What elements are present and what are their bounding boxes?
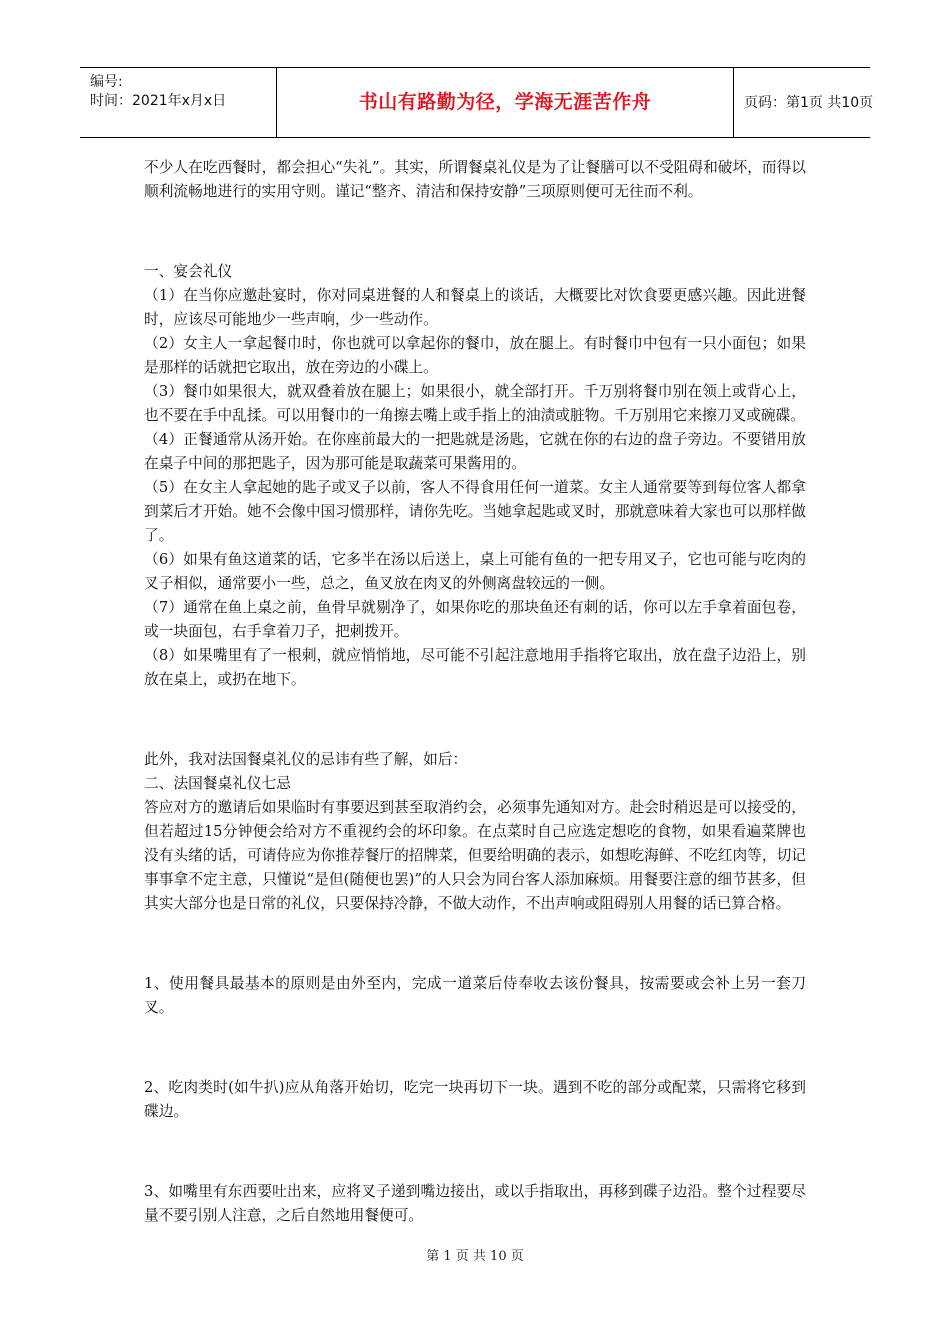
number-label: 编号: <box>90 74 123 90</box>
paragraph: （6）如果有鱼这道菜的话，它多半在汤以后送上，桌上可能有鱼的一把专用叉子，它也可能与吃肉的叉子相似，通常要小一些，总之，鱼叉放在肉叉的外侧离盘较远的一侧。 <box>144 551 806 592</box>
paragraph: 答应对方的邀请后如果临时有事要迟到甚至取消约会，必须事先通知对方。赴会时稍迟是可以接受的，但若超过15分钟便会给对方不重视约会的坏印象。在点菜时自己应选定想吃的食物，如果看遍菜牌也没有头绪的话，可请侍应为你推荐餐厅的招牌菜，但要给明确的表示，如想吃海鲜、不吃红肉等，切记事事拿不定主意，只懂说“是但(随便也罢)”的人只会为同台客人添加麻烦。用餐要注意的细节甚多，但其实大部分也是日常的礼仪，只要保持冷静，不做大动作，不出声响或阻碍别人用餐的话已算合格。 <box>144 799 806 912</box>
paragraph: （1）在当你应邀赴宴时，你对同桌进餐的人和餐桌上的谈话，大概要比对饮食要更感兴趣。因此进餐时，应该尽可能地少一些声响，少一些动作。 <box>144 287 806 328</box>
paragraph-spacer <box>144 708 806 732</box>
paragraph-spacer <box>144 1036 806 1060</box>
paragraph: 不少人在吃西餐时，都会担心“失礼”。其实，所谓餐桌礼仪是为了让餐膳可以不受阻碍和破坏，而得以顺利流畅地进行的实用守则。谨记“整齐、清洁和保持安静”三项原则便可无往而不利。 <box>144 159 806 200</box>
paragraph-spacer <box>144 932 806 956</box>
paragraph: （2）女主人一拿起餐巾时，你也就可以拿起你的餐巾，放在腿上。有时餐巾中包有一只小面包；如果是那样的话就把它取出，放在旁边的小碟上。 <box>144 335 806 376</box>
paragraph: 1、使用餐具最基本的原则是由外至内，完成一道菜后侍奉收去该份餐具，按需要或会补上另一套刀叉。 <box>144 975 806 1016</box>
paragraph-spacer <box>144 220 806 244</box>
paragraph: 一、宴会礼仪 <box>144 263 233 280</box>
motto-banner: 书山有路勤为径，学海无涯苦作舟 <box>358 91 652 113</box>
date-label: 时间：2021年x月x日 <box>90 93 227 109</box>
header-left-cell <box>80 68 277 137</box>
paragraph: （3）餐巾如果很大，就双叠着放在腿上；如果很小，就全部打开。千万别将餐巾别在领上或背心上，也不要在手中乱揉。可以用餐巾的一角擦去嘴上或手指上的油渍或脏物。千万别用它来擦刀叉或碗碟。 <box>144 383 806 424</box>
page-footer: 第 1 页 共 10 页 <box>426 1249 524 1264</box>
paragraph: 3、如嘴里有东西要吐出来，应将叉子递到嘴边接出，或以手指取出，再移到碟子边沿。整个过程要尽量不要引别人注意，之后自然地用餐便可。 <box>144 1183 806 1224</box>
header-middle-cell <box>277 68 734 137</box>
paragraph: （7）通常在鱼上桌之前，鱼骨早就剔净了，如果你吃的那块鱼还有刺的话，你可以左手拿着面包卷，或一块面包，右手拿着刀子，把刺拨开。 <box>144 599 806 640</box>
paragraph: 二、法国餐桌礼仪七忌 <box>144 775 291 792</box>
header-right-cell <box>734 68 874 137</box>
paragraph: 此外，我对法国餐桌礼仪的忌讳有些了解，如后： <box>144 751 468 768</box>
paragraph: （5）在女主人拿起她的匙子或叉子以前，客人不得食用任何一道菜。女主人通常要等到每位客人都拿到菜后才开始。她不会像中国习惯那样，请你先吃。当她拿起匙或叉时，那就意味着大家也可以那样做了。 <box>144 479 806 544</box>
paragraph: （4）正餐通常从汤开始。在你座前最大的一把匙就是汤匙，它就在你的右边的盘子旁边。不要错用放在桌子中间的那把匙子，因为那可能是取蔬菜可果酱用的。 <box>144 431 806 472</box>
paragraph: 2、吃肉类时(如牛扒)应从角落开始切，吃完一块再切下一块。遇到不吃的部分或配菜，只需将它移到碟边。 <box>144 1079 806 1120</box>
paragraph-spacer <box>144 1140 806 1164</box>
document-body <box>144 156 806 1228</box>
page-header <box>80 67 874 138</box>
page-info: 页码：第1页 共10页 <box>744 95 874 111</box>
paragraph: （8）如果嘴里有了一根刺，就应悄悄地，尽可能不引起注意地用手指将它取出，放在盘子边沿上，别放在桌上，或扔在地下。 <box>144 647 806 688</box>
